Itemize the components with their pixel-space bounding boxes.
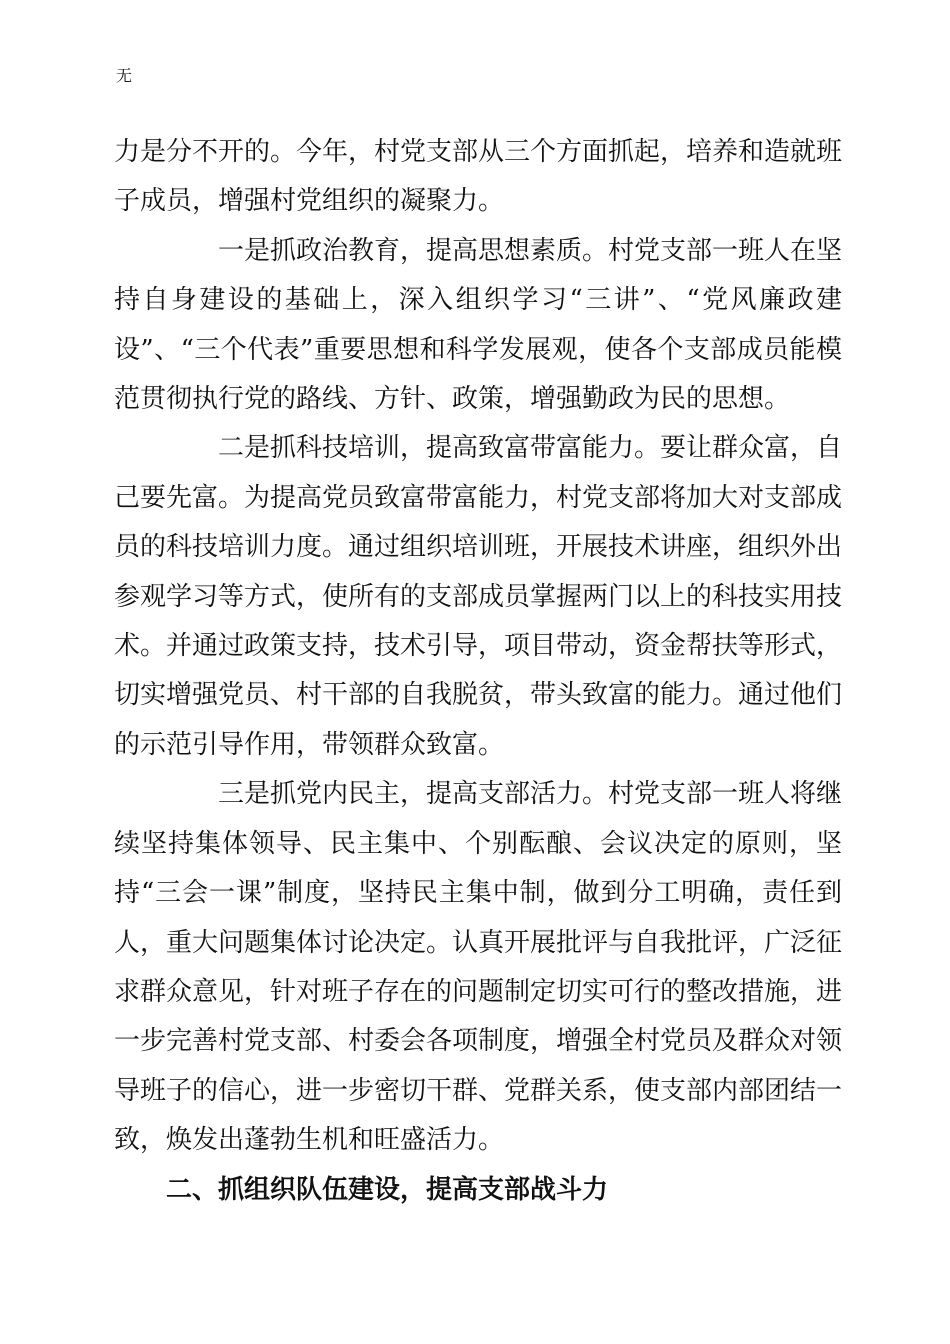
paragraph-continuation: 力是分不开的。今年，村党支部从三个方面抓起，培养和造就班子成员，增强村党组织的凝聚力。	[114, 137, 843, 217]
document-body	[114, 128, 842, 1215]
paragraph-political-education: 一是抓政治教育，提高思想素质。村党支部一班人在坚持自身建设的基础上，深入组织学习“三讲”、“党风廉政建设”、“三个代表”重要思想和科学发展观，使各个支部成员能模范贯彻执行党的路线、方针、政策，增强勤政为民的思想。	[114, 235, 843, 415]
section-heading: 二、抓组织队伍建设，提高支部战斗力	[166, 1174, 609, 1205]
paragraph-technology-training: 二是抓科技培训，提高致富带富能力。要让群众富，自己要先富。为提高党员致富带富能力，村党支部将加大对支部成员的科技培训力度。通过组织培训班，开展技术讲座，组织外出参观学习等方式，使所有的支部成员掌握两门以上的科技实用技术。并通过政策支持，技术引导，项目带动，资金帮扶等形式，切实增强党员、村干部的自我脱贫，带头致富的能力。通过他们的示范引导作用，带领群众致富。	[114, 433, 843, 760]
page-header: 无	[116, 66, 133, 85]
paragraph-inner-party-democracy: 三是抓党内民主，提高支部活力。村党支部一班人将继续坚持集体领导、民主集中、个别酝酿、会议决定的原则，坚持“三会一课”制度，坚持民主集中制，做到分工明确，责任到人，重大问题集体讨论决定。认真开展批评与自我批评，广泛征求群众意见，针对班子存在的问题制定切实可行的整改措施，进一步完善村党支部、村委会各项制度，增强全村党员及群众对领导班子的信心，进一步密切干群、党群关系，使支部内部团结一致，焕发出蓬勃生机和旺盛活力。	[114, 779, 843, 1156]
